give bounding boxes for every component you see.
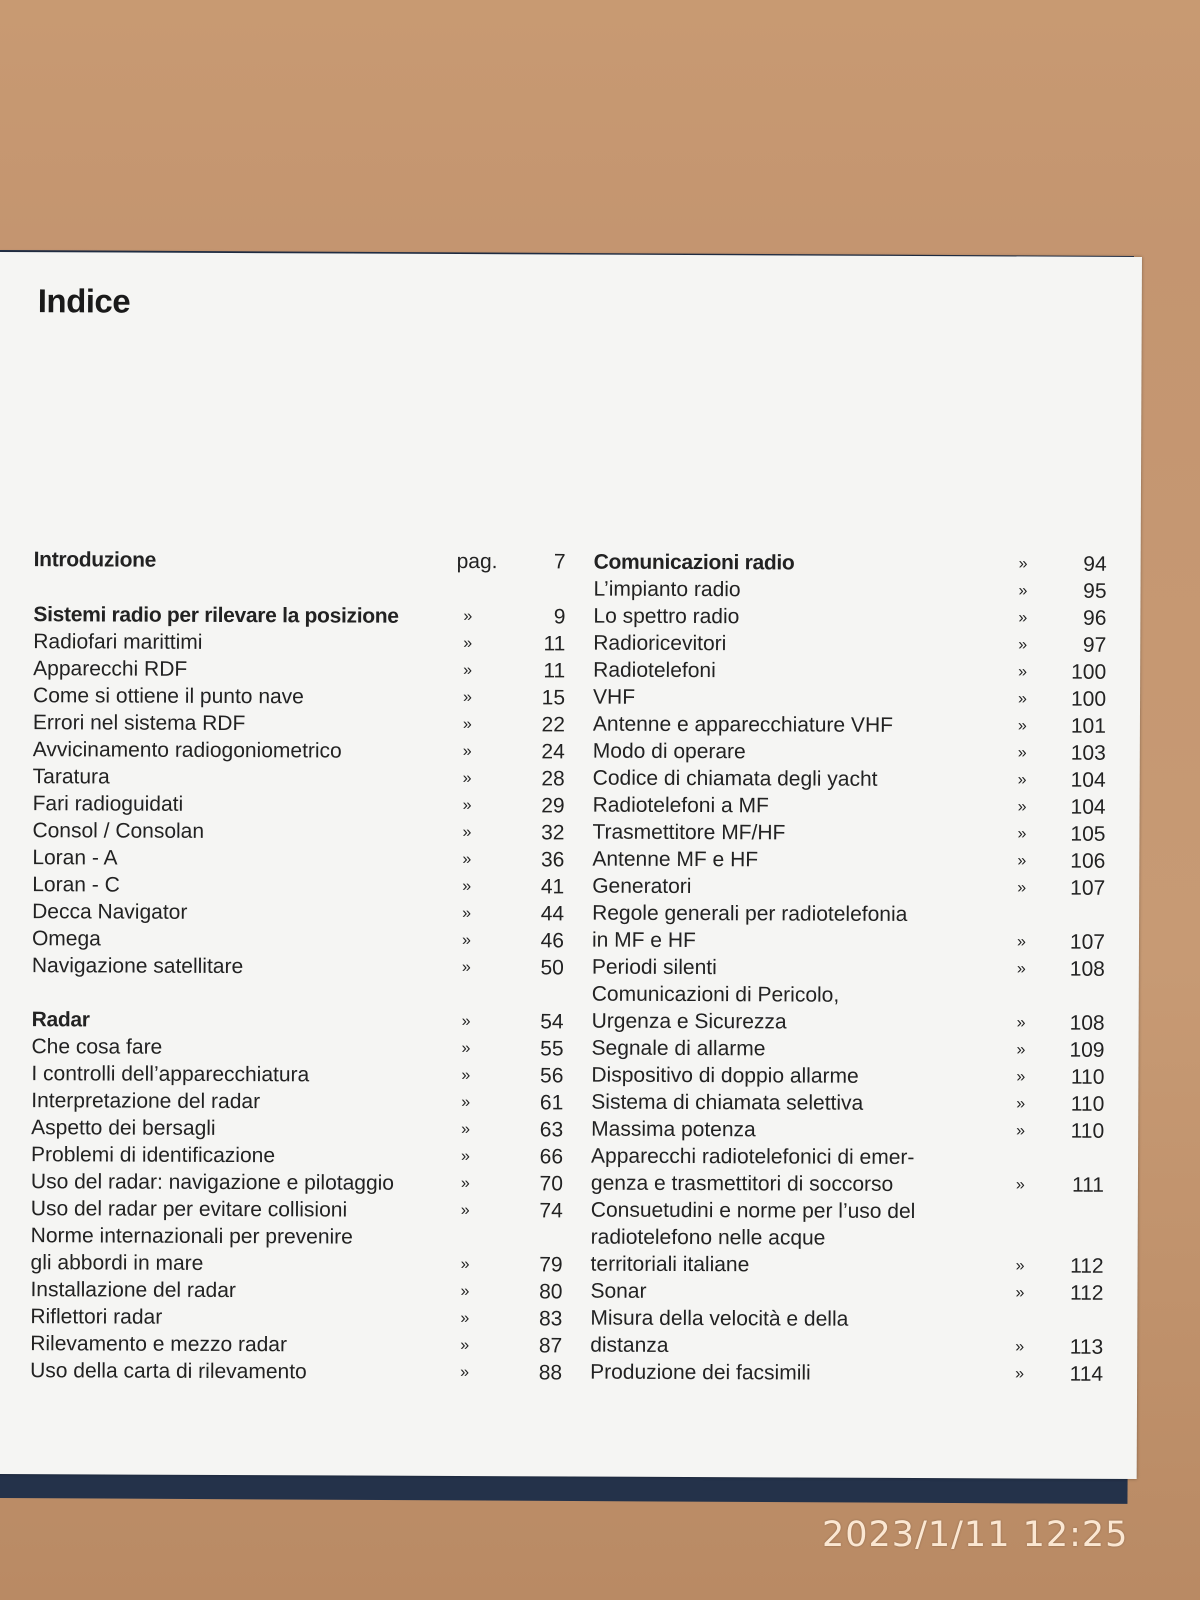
toc-entry bbox=[31, 1250, 563, 1278]
photo-timestamp: 2023/1/11 12:25 bbox=[822, 1515, 1129, 1555]
toc-entry-marker: » bbox=[462, 824, 472, 842]
toc-entry bbox=[33, 791, 565, 819]
toc-entry-title: genza e trasmettitori di soccorso bbox=[590, 1171, 894, 1196]
toc-entry bbox=[31, 1088, 563, 1116]
toc-entry-page: 94 bbox=[1083, 552, 1107, 576]
toc-entry-title: Comunicazioni di Pericolo, bbox=[591, 982, 840, 1007]
toc-entry bbox=[593, 766, 1113, 794]
toc-entry-marker: » bbox=[462, 797, 472, 815]
toc-entry-title: Sonar bbox=[590, 1279, 647, 1303]
toc-entry-title: Che cosa fare bbox=[31, 1035, 163, 1059]
toc-entry-marker: » bbox=[462, 770, 472, 788]
toc-entry bbox=[31, 1061, 563, 1089]
toc-entry bbox=[34, 547, 566, 575]
toc-entry-page: 61 bbox=[539, 1091, 564, 1115]
toc-entry-page: 11 bbox=[543, 632, 566, 656]
toc-entry-page: 24 bbox=[541, 740, 565, 764]
toc-entry-page: 50 bbox=[540, 956, 564, 980]
toc-entry bbox=[592, 901, 1112, 929]
toc-entry-title: Radioricevitori bbox=[593, 631, 727, 656]
toc-entry-page: 106 bbox=[1070, 849, 1106, 873]
toc-entry bbox=[594, 550, 1114, 578]
toc-entry bbox=[592, 928, 1112, 956]
toc-entry-title: radiotelefono nelle acque bbox=[590, 1225, 826, 1250]
toc-entry-page: 80 bbox=[539, 1280, 563, 1304]
toc-entry-marker: » bbox=[460, 1283, 470, 1301]
toc-entry-title: Antenne e apparecchiature VHF bbox=[592, 712, 894, 737]
toc-entry-title: Radiotelefoni a MF bbox=[592, 793, 769, 818]
toc-entry-title: Radar bbox=[31, 1008, 90, 1032]
toc-entry-title: in MF e HF bbox=[591, 928, 696, 953]
toc-entry-marker: » bbox=[1016, 1041, 1026, 1059]
toc-entry-title: Problemi di identificazione bbox=[31, 1143, 276, 1168]
toc-entry-marker: pag. bbox=[456, 549, 498, 574]
toc-entry-marker: » bbox=[460, 1364, 470, 1382]
toc-entry bbox=[31, 1169, 563, 1197]
toc-entry-marker: » bbox=[1016, 1122, 1026, 1140]
toc-entry-marker: » bbox=[1017, 717, 1027, 735]
toc-entry bbox=[31, 1223, 563, 1251]
toc-entry-page: 44 bbox=[540, 902, 565, 926]
toc-entry-title: Taratura bbox=[32, 765, 110, 789]
toc-entry-page: 70 bbox=[539, 1172, 563, 1196]
toc-entry-page: 110 bbox=[1070, 1092, 1105, 1116]
toc-entry-marker: » bbox=[462, 878, 472, 896]
toc-entry-page: 29 bbox=[541, 794, 565, 818]
toc-entry-page: 79 bbox=[539, 1253, 563, 1277]
toc-entry-marker: » bbox=[461, 959, 471, 977]
toc-entry-page: 41 bbox=[540, 875, 565, 899]
toc-entry-title: Uso della carta di rilevamento bbox=[30, 1359, 307, 1384]
toc-entry-marker: » bbox=[1015, 1257, 1025, 1275]
toc-entry bbox=[30, 1331, 562, 1359]
toc-entry-marker: » bbox=[460, 1337, 470, 1355]
toc-entry-title: Avvicinamento radiogoniometrico bbox=[32, 738, 342, 763]
toc-entry-title: Periodi silenti bbox=[591, 955, 717, 980]
toc-entry-page: 107 bbox=[1069, 930, 1106, 954]
toc-entry-marker: » bbox=[1017, 771, 1027, 789]
toc-entry bbox=[593, 658, 1113, 686]
toc-entry bbox=[32, 872, 564, 900]
toc-entry-marker: » bbox=[460, 1310, 470, 1328]
toc-entry-page: 22 bbox=[541, 713, 565, 737]
toc-entry bbox=[591, 1252, 1111, 1280]
toc-entry-marker: » bbox=[1016, 933, 1026, 951]
toc-right-column bbox=[590, 550, 1114, 1386]
toc-entry-marker: » bbox=[463, 608, 473, 626]
toc-entry bbox=[31, 1142, 563, 1170]
toc-entry-page: 109 bbox=[1069, 1038, 1105, 1062]
toc-entry-title: Navigazione satellitare bbox=[31, 954, 244, 979]
toc-entry-title: Urgenza e Sicurezza bbox=[591, 1009, 787, 1034]
toc-entry-marker: » bbox=[462, 905, 472, 923]
toc-entry bbox=[33, 710, 565, 738]
toc-entry-title: Apparecchi RDF bbox=[33, 657, 188, 681]
toc-entry bbox=[593, 739, 1113, 767]
toc-entry-marker: » bbox=[1018, 663, 1028, 681]
toc-entry-title: Trasmettitore MF/HF bbox=[592, 820, 786, 845]
toc-entry-marker: » bbox=[1015, 1176, 1025, 1194]
toc-entry bbox=[590, 1360, 1110, 1388]
toc-entry-title: VHF bbox=[593, 685, 636, 709]
toc-entry-title: Aspetto dei bersagli bbox=[31, 1116, 216, 1140]
toc-entry bbox=[30, 1304, 562, 1332]
toc-entry-page: 112 bbox=[1070, 1254, 1104, 1278]
book-page bbox=[0, 252, 1142, 1479]
toc-entry-page: 56 bbox=[540, 1064, 564, 1088]
toc-entry-page: 95 bbox=[1083, 579, 1107, 603]
toc-entry bbox=[31, 1115, 563, 1143]
toc-entry bbox=[593, 631, 1113, 659]
toc-entry-marker: » bbox=[1018, 555, 1028, 573]
toc-entry bbox=[33, 764, 565, 792]
page-title: Indice bbox=[37, 282, 131, 320]
toc-entry-page: 114 bbox=[1069, 1362, 1104, 1386]
toc-entry-title: Regole generali per radiotelefonia bbox=[592, 901, 908, 926]
toc-entry-title: gli abbordi in mare bbox=[30, 1251, 204, 1275]
toc-entry-title: Riflettori radar bbox=[30, 1305, 163, 1329]
toc-entry-title: Fari radioguidati bbox=[32, 792, 184, 816]
toc-entry bbox=[592, 1009, 1112, 1037]
toc-entry-title: Dispositivo di doppio allarme bbox=[591, 1063, 859, 1088]
toc-entry bbox=[591, 1117, 1111, 1145]
toc-entry-title: Consol / Consolan bbox=[32, 819, 205, 843]
toc-entry-page: 97 bbox=[1082, 633, 1107, 657]
toc-entry-title: Loran - A bbox=[32, 846, 118, 870]
toc-entry-page: 107 bbox=[1070, 876, 1106, 900]
toc-entry bbox=[591, 1090, 1111, 1118]
toc-entry-title: distanza bbox=[590, 1333, 669, 1357]
toc-entry-page: 108 bbox=[1069, 957, 1105, 981]
toc-entry-title: Radiotelefoni bbox=[593, 658, 716, 683]
toc-entry-page: 46 bbox=[540, 929, 565, 953]
toc-entry-marker: » bbox=[1016, 1014, 1026, 1032]
toc-entry-page: 103 bbox=[1070, 741, 1106, 765]
toc-entry-marker: » bbox=[463, 635, 473, 653]
toc-entry-marker: » bbox=[461, 1040, 471, 1058]
toc-entry-page: 32 bbox=[541, 821, 565, 845]
toc-entry-page: 108 bbox=[1069, 1011, 1105, 1035]
toc-entry-title: Installazione del radar bbox=[30, 1278, 236, 1303]
toc-entry bbox=[592, 847, 1112, 875]
toc-entry bbox=[33, 683, 565, 711]
toc-entry bbox=[593, 712, 1113, 740]
toc-entry bbox=[592, 955, 1112, 983]
toc-entry-title: territoriali italiane bbox=[590, 1252, 750, 1277]
toc-entry-page: 112 bbox=[1069, 1281, 1104, 1305]
toc-entry-page: 104 bbox=[1070, 795, 1106, 819]
toc-entry-marker: » bbox=[463, 662, 473, 680]
toc-entry-marker: » bbox=[1016, 960, 1026, 978]
toc-entry bbox=[590, 1306, 1110, 1334]
toc-left-column bbox=[30, 547, 566, 1385]
toc-entry-title: Uso del radar: navigazione e pilotaggio bbox=[30, 1170, 395, 1195]
toc-entry bbox=[593, 793, 1113, 821]
toc-entry-page: 100 bbox=[1071, 660, 1107, 684]
toc-entry-title: Sistemi radio per rilevare la posizione bbox=[33, 603, 399, 628]
toc-entry-marker: » bbox=[1015, 1365, 1025, 1383]
toc-entry-title: I controlli dell’apparecchiatura bbox=[31, 1062, 310, 1087]
toc-entry bbox=[32, 845, 564, 873]
toc-entry-marker: » bbox=[460, 1256, 470, 1274]
toc-entry bbox=[590, 1333, 1110, 1361]
toc-entry-title: L’impianto radio bbox=[593, 577, 741, 602]
toc-entry-title: Comunicazioni radio bbox=[593, 550, 795, 575]
toc-entry bbox=[33, 602, 565, 630]
toc-entry-marker: » bbox=[460, 1202, 470, 1220]
toc-entry-title: Codice di chiamata degli yacht bbox=[592, 766, 878, 791]
toc-entry bbox=[593, 604, 1113, 632]
toc-entry bbox=[591, 1144, 1111, 1172]
toc-entry-marker: » bbox=[1015, 1338, 1025, 1356]
toc-entry bbox=[591, 1063, 1111, 1091]
toc-entry-page: 83 bbox=[538, 1307, 563, 1331]
toc-entry-marker: » bbox=[461, 932, 471, 950]
toc-entry bbox=[30, 1358, 562, 1386]
toc-entry-page: 87 bbox=[538, 1334, 563, 1358]
toc-entry-marker: » bbox=[1017, 852, 1027, 870]
toc-entry bbox=[31, 1196, 563, 1224]
toc-entry-page: 66 bbox=[539, 1145, 564, 1169]
toc-entry-title: Massima potenza bbox=[591, 1117, 756, 1142]
toc-entry-title: Lo spettro radio bbox=[593, 604, 740, 629]
toc-entry-title: Segnale di allarme bbox=[591, 1036, 766, 1061]
toc-entry-page: 101 bbox=[1070, 714, 1106, 738]
toc-entry bbox=[591, 1198, 1111, 1226]
toc-entry-marker: » bbox=[461, 1094, 471, 1112]
toc-entry-page: 110 bbox=[1070, 1119, 1105, 1143]
toc-entry bbox=[592, 982, 1112, 1010]
toc-entry-title: Sistema di chiamata selettiva bbox=[591, 1090, 864, 1115]
toc-entry-title: Antenne MF e HF bbox=[592, 847, 759, 872]
toc-entry-title: Decca Navigator bbox=[32, 900, 188, 924]
toc-entry-page: 36 bbox=[540, 848, 565, 872]
toc-entry-page: 105 bbox=[1070, 822, 1106, 846]
toc-entry-title: Loran - C bbox=[32, 873, 120, 897]
toc-entry-title: Generatori bbox=[592, 874, 692, 899]
toc-entry-marker: » bbox=[1017, 879, 1027, 897]
toc-entry-title: Errori nel sistema RDF bbox=[32, 711, 246, 736]
toc-entry-marker: » bbox=[1018, 609, 1028, 627]
toc-entry-title: Omega bbox=[31, 927, 101, 951]
toc-entry-title: Norme internazionali per prevenire bbox=[30, 1224, 353, 1249]
toc-entry-title: Rilevamento e mezzo radar bbox=[30, 1332, 288, 1357]
toc-entry-marker: » bbox=[461, 1148, 471, 1166]
toc-entry-title: Come si ottiene il punto nave bbox=[33, 684, 304, 709]
toc-entry bbox=[591, 1225, 1111, 1253]
toc-entry-marker: » bbox=[1017, 744, 1027, 762]
toc-entry bbox=[30, 1277, 562, 1305]
toc-entry-title: Interpretazione del radar bbox=[31, 1089, 261, 1114]
toc-entry-marker: » bbox=[462, 743, 472, 761]
toc-entry bbox=[32, 1007, 564, 1035]
toc-entry bbox=[592, 874, 1112, 902]
toc-entry-page: 74 bbox=[539, 1199, 563, 1223]
toc-entry bbox=[32, 926, 564, 954]
toc-entry-page: 11 bbox=[543, 659, 566, 683]
toc-entry bbox=[590, 1279, 1110, 1307]
toc-entry-page: 104 bbox=[1070, 768, 1106, 792]
toc-entry-page: 96 bbox=[1083, 606, 1107, 630]
toc-entry bbox=[33, 656, 565, 684]
toc-entry-marker: » bbox=[461, 1121, 471, 1139]
toc-entry-page: 15 bbox=[541, 686, 566, 710]
toc-entry-marker: » bbox=[1017, 825, 1027, 843]
toc-entry-marker: » bbox=[462, 716, 472, 734]
toc-entry-page: 54 bbox=[540, 1010, 564, 1034]
toc-entry bbox=[32, 899, 564, 927]
toc-entry-title: Introduzione bbox=[33, 548, 157, 572]
toc-entry-title: Radiofari marittimi bbox=[33, 630, 203, 654]
toc-entry-marker: » bbox=[1018, 582, 1028, 600]
toc-entry-title: Produzione dei facsimili bbox=[590, 1360, 811, 1385]
toc-entry bbox=[592, 820, 1112, 848]
toc-entry-page: 88 bbox=[538, 1361, 563, 1385]
toc-entry bbox=[591, 1171, 1111, 1199]
toc-entry-title: Uso del radar per evitare collisioni bbox=[30, 1197, 348, 1222]
toc-entry-page: 113 bbox=[1069, 1335, 1104, 1359]
toc-entry-marker: » bbox=[1016, 1095, 1026, 1113]
toc-entry-marker: » bbox=[1018, 636, 1028, 654]
toc-entry-page: 63 bbox=[539, 1118, 564, 1142]
toc-entry bbox=[593, 685, 1113, 713]
toc-entry-title: Modo di operare bbox=[592, 739, 746, 764]
toc-entry-marker: » bbox=[461, 1013, 471, 1031]
toc-entry-marker: » bbox=[463, 689, 473, 707]
toc-entry-page: 100 bbox=[1070, 687, 1107, 711]
toc-entry-title: Apparecchi radiotelefonici di emer- bbox=[591, 1144, 915, 1169]
toc-entry-marker: » bbox=[460, 1175, 470, 1193]
toc-entry bbox=[593, 577, 1113, 605]
toc-entry bbox=[32, 818, 564, 846]
toc-entry-marker: » bbox=[462, 851, 472, 869]
toc-entry-page: 55 bbox=[540, 1037, 564, 1061]
toc-entry-marker: » bbox=[1017, 798, 1027, 816]
toc-entry-marker: » bbox=[1015, 1284, 1025, 1302]
toc-entry-title: Misura della velocità e della bbox=[590, 1306, 849, 1331]
toc-entry bbox=[31, 1034, 563, 1062]
toc-entry-marker: » bbox=[461, 1067, 471, 1085]
toc-entry-marker: » bbox=[1016, 1068, 1026, 1086]
toc-entry-page: 110 bbox=[1070, 1065, 1105, 1089]
toc-entry-page: 28 bbox=[541, 767, 565, 791]
toc-entry bbox=[33, 737, 565, 765]
toc-entry-page: 9 bbox=[553, 605, 566, 629]
toc-entry-page: 111 bbox=[1071, 1173, 1104, 1197]
toc-entry bbox=[591, 1036, 1111, 1064]
toc-entry-marker: » bbox=[1018, 690, 1028, 708]
toc-entry-page: 7 bbox=[553, 550, 566, 574]
toc-entry bbox=[33, 629, 565, 657]
toc-entry bbox=[32, 953, 564, 981]
toc-entry-title: Consuetudini e norme per l’uso del bbox=[590, 1198, 916, 1224]
